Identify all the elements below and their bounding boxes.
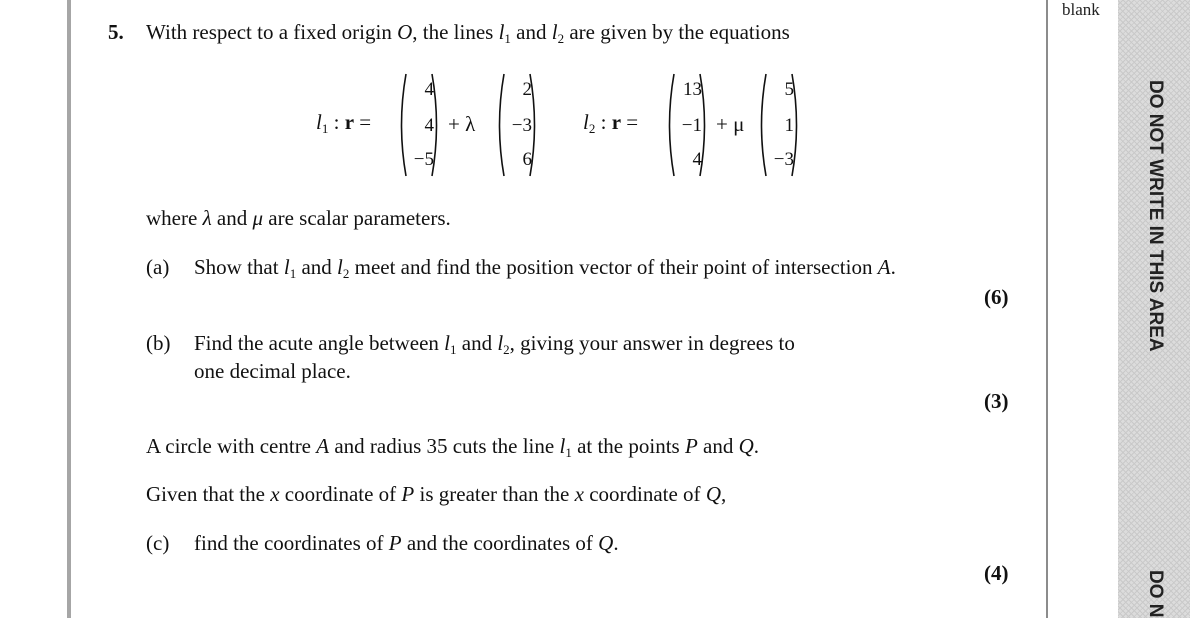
vector-component: 4: [424, 79, 434, 100]
vector-component: 6: [522, 149, 532, 170]
side-warning-text: DO NOT WRITE IN THIS AREA: [1145, 80, 1166, 352]
part-c-text: find the coordinates of P and the coordinates of Q.: [194, 531, 619, 555]
part-c-marks: (4): [984, 561, 1009, 585]
side-warning-text-partial: DO N: [1145, 570, 1166, 618]
part-c-label: (c): [146, 531, 170, 555]
part-a-text: Show that $l_1$ and $l_2$ meet and find the position vector of their point of intersection A.: [194, 255, 896, 281]
vector-component: 2: [522, 79, 532, 100]
l2-point-vector: [664, 72, 710, 178]
part-b-label: (b): [146, 331, 171, 355]
l1-point-vector: [396, 72, 442, 178]
vector-component: 4: [692, 149, 702, 170]
given-text: Given that the x coordinate of P is greater than the x coordinate of Q,: [146, 482, 727, 506]
vector-component: −1: [681, 115, 702, 136]
l2-plus-mu: + μ: [716, 112, 745, 136]
blank-label: blank: [1062, 0, 1100, 19]
question-number: 5.: [108, 20, 124, 44]
where-text: where λ and μ are scalar parameters.: [146, 206, 451, 230]
vector-component: 13: [683, 79, 702, 100]
l2-direction-vector: [756, 72, 802, 178]
question-intro: With respect to a fixed origin O, the lines $l_1$ and $l_2$ are given by the equations: [146, 20, 790, 46]
circle-text: A circle with centre A and radius 35 cuts the line $l_1$ at the points P and Q.: [146, 434, 760, 460]
vector-component: −5: [413, 149, 434, 170]
l1-plus-lambda: + λ: [448, 112, 476, 136]
part-a-marks: (6): [984, 285, 1009, 309]
part-b-text-line1: Find the acute angle between $l_1$ and $l_2$, giving your answer in degrees to: [194, 331, 795, 357]
l1-direction-vector: [494, 72, 540, 178]
vector-component: 5: [784, 79, 794, 100]
l1-label: $l_1$ : r =: [316, 110, 372, 136]
vector-component: 4: [424, 115, 434, 136]
vector-component: 1: [784, 115, 794, 136]
l2-label: $l_2$ : r =: [583, 110, 639, 136]
left-margin-line: [67, 0, 71, 618]
part-b-marks: (3): [984, 389, 1009, 413]
part-a-label: (a): [146, 255, 170, 279]
vector-component: −3: [511, 115, 532, 136]
part-b-text-line2: one decimal place.: [194, 359, 351, 383]
right-margin-line: [1046, 0, 1048, 618]
vector-component: −3: [773, 149, 794, 170]
